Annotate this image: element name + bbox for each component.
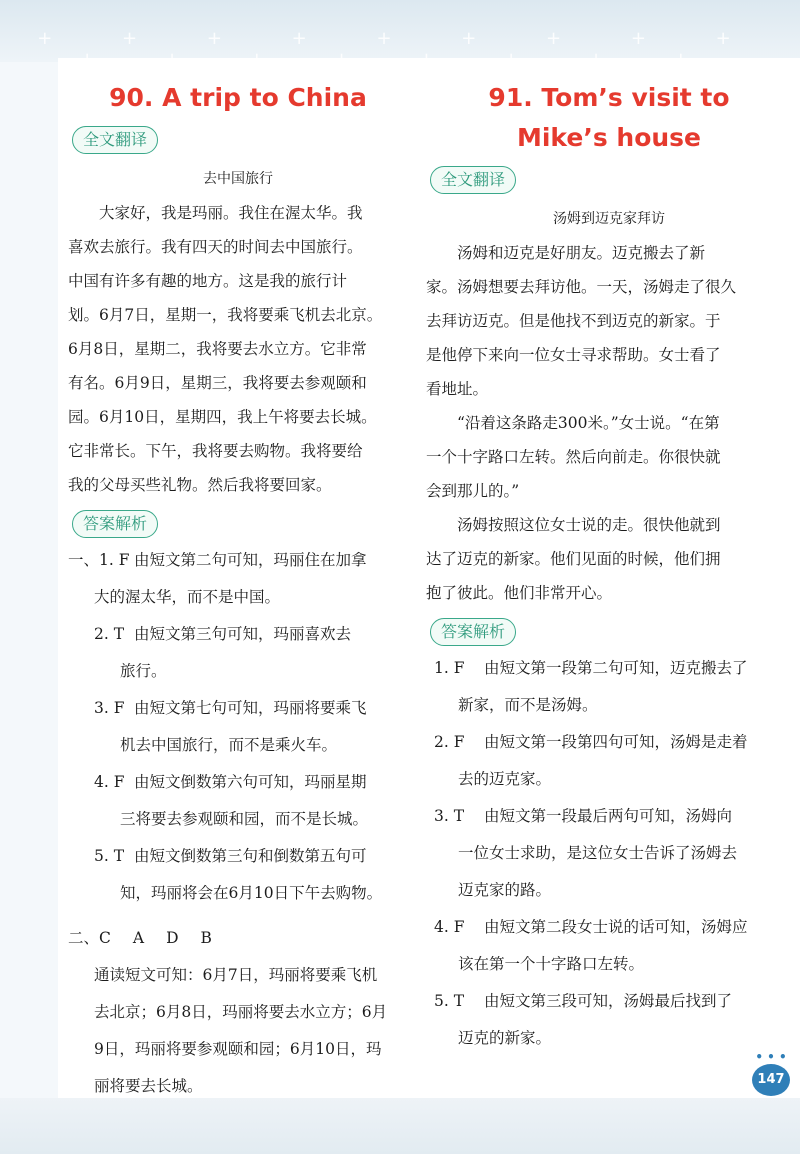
answer-line: 大的渥太华，而不是中国。 (94, 588, 281, 606)
text-line: 中国有许多有趣的地方。这是我的旅行计 (68, 272, 348, 290)
answer-line: 去北京；6月8日，玛丽将要去水立方；6月 (94, 1003, 388, 1021)
answer-continuation (68, 727, 408, 764)
answer-item (426, 650, 792, 687)
text-line: 汤姆和迈克是好朋友。迈克搬去了新 (457, 244, 706, 262)
text-line: 家。汤姆想要去拜访他。一天，汤姆走了很久 (426, 278, 737, 296)
answer-item (68, 838, 408, 875)
answer-line: 9日，玛丽将要参观颐和园；6月10日，玛 (94, 1040, 382, 1058)
answer-continuation (68, 579, 408, 616)
answer-line: 通读短文可知：6月7日，玛丽将要乘飞机 (94, 966, 378, 984)
answer-line: 由短文第二段女士说的话可知，汤姆应 (484, 918, 748, 936)
answer-line: 三将要去参观颐和园，而不是长城。 (120, 810, 369, 828)
answer-line: 旅行。 (120, 662, 167, 680)
text-line: 一个十字路口左转。然后向前走。你很快就 (426, 448, 721, 466)
answer-item (426, 983, 792, 1020)
answer-item (426, 909, 792, 946)
answer-continuation (68, 875, 408, 912)
text-line: “沿着这条路走300米。”女士说。“在第 (457, 414, 720, 432)
answer-number: 4. F (434, 918, 465, 936)
answer-continuation (68, 801, 408, 838)
sparkle-decoration: + + + + + + + + + (37, 28, 763, 49)
answer-line: 由短文倒数第三句和倒数第五句可 (134, 847, 367, 865)
answer-line: 由短文第一段第二句可知，迈克搬去了 (484, 659, 748, 677)
answer-line: 由短文第三句可知，玛丽喜欢去 (134, 625, 352, 643)
text-line: 6月8日，星期二，我将要去水立方。它非常 (68, 340, 367, 358)
answer-line: 机去中国旅行，而不是乘火车。 (120, 736, 338, 754)
answer-continuation (426, 761, 792, 798)
text-line: 划。6月7日，星期一，我将要乘飞机去北京。 (68, 306, 383, 324)
answer-continuation (426, 946, 792, 983)
page-sheet (58, 58, 800, 1098)
right-answers (426, 650, 792, 1057)
text-line: 汤姆按照这位女士说的走。很快他就到 (457, 516, 721, 534)
text-line: 大家好，我是玛丽。我住在渥太华。我 (99, 204, 363, 222)
right-column (426, 58, 792, 1057)
answer-letter: D (166, 929, 179, 947)
text-line: 园。6月10日，星期四，我上午将要去长城。 (68, 408, 377, 426)
answer-number: 1. F (99, 551, 130, 569)
section-prefix: 一、 (68, 551, 100, 569)
page-number-badge: • • • 147 (752, 1064, 790, 1096)
answer-number: 2. F (434, 733, 465, 751)
text-line: 抱了彼此。他们非常开心。 (426, 584, 613, 602)
answer-line: 由短文倒数第六句可知，玛丽星期 (134, 773, 367, 791)
right-translation-text (426, 236, 792, 610)
answer-line: 由短文第一段第四句可知，汤姆是走着 (484, 733, 748, 751)
right-answer-badge: 答案解析 (430, 618, 516, 646)
answer-line: 由短文第二句可知，玛丽住在加拿 (134, 551, 367, 569)
right-translation-badge: 全文翻译 (430, 166, 516, 194)
right-translation-title: 汤姆到迈克家拜访 (553, 211, 665, 227)
lesson-90-title: 90. A trip to China (109, 83, 367, 112)
lesson-91-title-line2: Mike’s house (516, 123, 702, 152)
answer-line: 迈克家的路。 (458, 881, 552, 899)
left-answer-badge: 答案解析 (72, 510, 158, 538)
answer-letter: A (132, 929, 145, 947)
text-line: 有名。6月9日，星期三，我将要去参观颐和 (68, 374, 367, 392)
left-translation-text (68, 196, 408, 502)
answer-continuation (426, 1020, 792, 1057)
answer-item (68, 616, 408, 653)
answer-number: 4. F (94, 773, 125, 791)
answer-line: 由短文第一段最后两句可知，汤姆向 (484, 807, 733, 825)
answer-number: 1. F (434, 659, 465, 677)
text-line: 达了迈克的新家。他们见面的时候，他们拥 (426, 550, 721, 568)
text-line: 看地址。 (426, 380, 489, 398)
answer-number: 2. T (94, 625, 125, 643)
answer-number: 3. T (434, 807, 465, 825)
answer-line: 新家，而不是汤姆。 (458, 696, 598, 714)
left-translation-badge: 全文翻译 (72, 126, 158, 154)
answer-item (68, 542, 408, 579)
answer-item (426, 724, 792, 761)
answer-line: 知，玛丽将会在6月10日下午去购物。 (120, 884, 383, 902)
answer-line: 丽将要去长城。 (94, 1077, 203, 1095)
answer-item (68, 764, 408, 801)
answer-continuation (426, 835, 792, 872)
answer-letter: B (200, 929, 212, 947)
text-line: 它非常长。下午，我将要去购物。我将要给 (68, 442, 363, 460)
text-line: 会到那儿的。” (426, 482, 520, 500)
answer-letter: C (99, 929, 111, 947)
answer-line: 由短文第七句可知，玛丽将要乘飞 (134, 699, 367, 717)
answer-number: 3. F (94, 699, 125, 717)
answer-line: 由短文第三段可知，汤姆最后找到了 (484, 992, 733, 1010)
answer-line: 去的迈克家。 (458, 770, 552, 788)
answer-continuation (426, 872, 792, 909)
answer-continuation (68, 653, 408, 690)
left-answers (68, 542, 408, 1105)
text-line: 去拜访迈克。但是他找不到迈克的新家。于 (426, 312, 721, 330)
text-line: 喜欢去旅行。我有四天的时间去中国旅行。 (68, 238, 363, 256)
answer-line: 该在第一个十字路口左转。 (458, 955, 645, 973)
answer-line: 迈克的新家。 (458, 1029, 552, 1047)
lesson-91-title-line1: 91. Tom’s visit to (488, 83, 730, 112)
answer-item (68, 690, 408, 727)
section-prefix: 二、 (68, 929, 100, 947)
left-translation-title: 去中国旅行 (203, 171, 273, 187)
text-line: 我的父母买些礼物。然后我将要回家。 (68, 476, 332, 494)
bottom-decorative-band (0, 1098, 800, 1154)
text-line: 是他停下来向一位女士寻求帮助。女士看了 (426, 346, 721, 364)
left-column (68, 58, 408, 1105)
answer-item (426, 798, 792, 835)
answer-number: 5. T (94, 847, 125, 865)
section-2-answers (68, 920, 408, 957)
answer-continuation (426, 687, 792, 724)
answer-number: 5. T (434, 992, 465, 1010)
answer-line: 一位女士求助，是这位女士告诉了汤姆去 (458, 844, 738, 862)
